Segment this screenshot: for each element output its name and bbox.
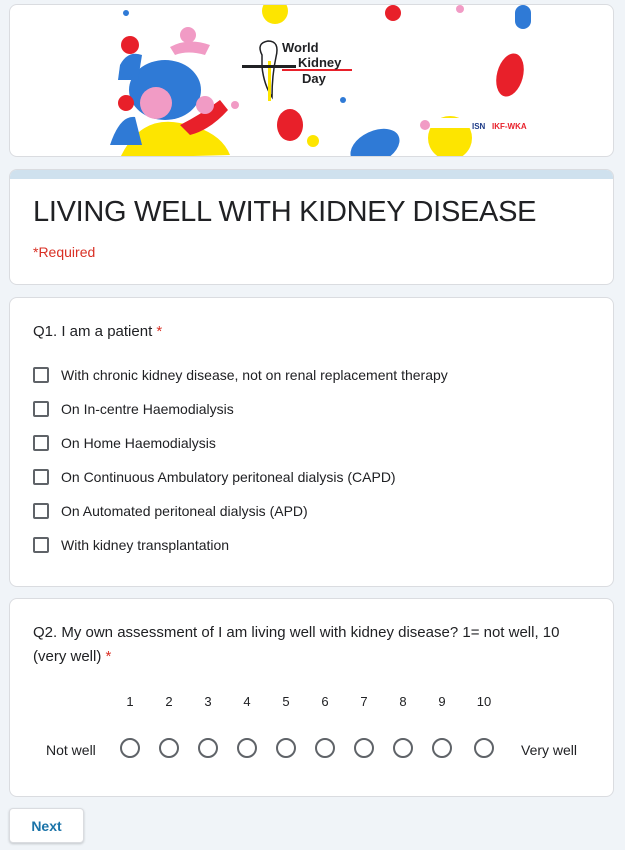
checkbox[interactable]	[33, 469, 49, 485]
scale-label-2: 2	[165, 694, 173, 709]
scale-label-7: 7	[360, 694, 368, 709]
option-label: With kidney transplantation	[61, 537, 230, 553]
scale-radio-9[interactable]	[432, 738, 452, 758]
form-title-card	[9, 169, 614, 285]
header-banner	[9, 4, 614, 157]
question-1-card	[9, 297, 614, 587]
option-label: On In-centre Haemodialysis	[61, 401, 234, 417]
scale-label-4: 4	[243, 694, 251, 709]
scale-radio-4[interactable]	[237, 738, 257, 758]
q1-option-ckd[interactable]	[33, 365, 448, 385]
checkbox[interactable]	[33, 503, 49, 519]
required-note: *Required	[33, 244, 96, 260]
question-1-text: Q1. I am a patient	[33, 323, 153, 340]
world-kidney-day-banner-image	[10, 5, 614, 157]
scale-high-label: Very well	[521, 742, 578, 758]
option-label: On Home Haemodialysis	[61, 435, 216, 451]
scale-label-6: 6	[321, 694, 329, 709]
yellow-blob-icon	[262, 5, 288, 24]
question-1-title	[33, 320, 162, 344]
scale-radio-5[interactable]	[276, 738, 296, 758]
scale-label-9: 9	[438, 694, 446, 709]
scale-radio-7[interactable]	[354, 738, 374, 758]
logo-text-day: Day	[302, 71, 326, 86]
scale-radio-6[interactable]	[315, 738, 335, 758]
scale-label-3: 3	[204, 694, 212, 709]
people-illustration	[110, 27, 230, 157]
next-button[interactable]: Next	[9, 808, 84, 843]
checkbox[interactable]	[33, 367, 49, 383]
question-2-card	[9, 598, 614, 797]
q1-option-home-hd[interactable]	[33, 433, 216, 453]
blue-bean-icon	[345, 122, 406, 157]
required-asterisk: *	[105, 648, 112, 665]
scale-radio-10[interactable]	[474, 738, 494, 758]
option-label: On Automated peritoneal dialysis (APD)	[61, 503, 308, 519]
q1-option-apd[interactable]	[33, 501, 308, 521]
scale-label-8: 8	[399, 694, 407, 709]
q1-option-in-centre-hd[interactable]	[33, 399, 234, 419]
isn-logo: ISN	[472, 122, 486, 131]
scale-radio-2[interactable]	[159, 738, 179, 758]
ikf-wka-logo: IKF-WKA	[492, 122, 527, 131]
scale-label-5: 5	[282, 694, 290, 709]
q1-option-transplant[interactable]	[33, 535, 229, 555]
scale-low-label: Not well	[46, 742, 96, 758]
red-bean-icon	[492, 50, 529, 99]
scale-label-1: 1	[126, 694, 134, 709]
required-asterisk: *	[156, 323, 163, 340]
title-accent-bar	[10, 170, 613, 179]
checkbox[interactable]	[33, 435, 49, 451]
question-2-text-line2: (very well)	[33, 648, 102, 665]
option-label: With chronic kidney disease, not on renal replacement therapy	[61, 367, 448, 383]
logo-text-world: World	[282, 40, 319, 55]
q1-option-capd[interactable]	[33, 467, 396, 487]
scale-label-10: 10	[476, 694, 492, 709]
scale-radio-1[interactable]	[120, 738, 140, 758]
question-2-text-line1: Q2. My own assessment of I am living well with kidney disease? 1= not well, 10	[33, 624, 560, 641]
scale-radio-3[interactable]	[198, 738, 218, 758]
scale-radio-8[interactable]	[393, 738, 413, 758]
question-2-title	[33, 621, 593, 669]
option-label: On Continuous Ambulatory peritoneal dialysis (CAPD)	[61, 469, 396, 485]
checkbox[interactable]	[33, 537, 49, 553]
logo-text-kidney: Kidney	[298, 55, 342, 70]
world-kidney-day-logo	[242, 40, 352, 101]
checkbox[interactable]	[33, 401, 49, 417]
form-title: LIVING WELL WITH KIDNEY DISEASE	[33, 196, 537, 228]
